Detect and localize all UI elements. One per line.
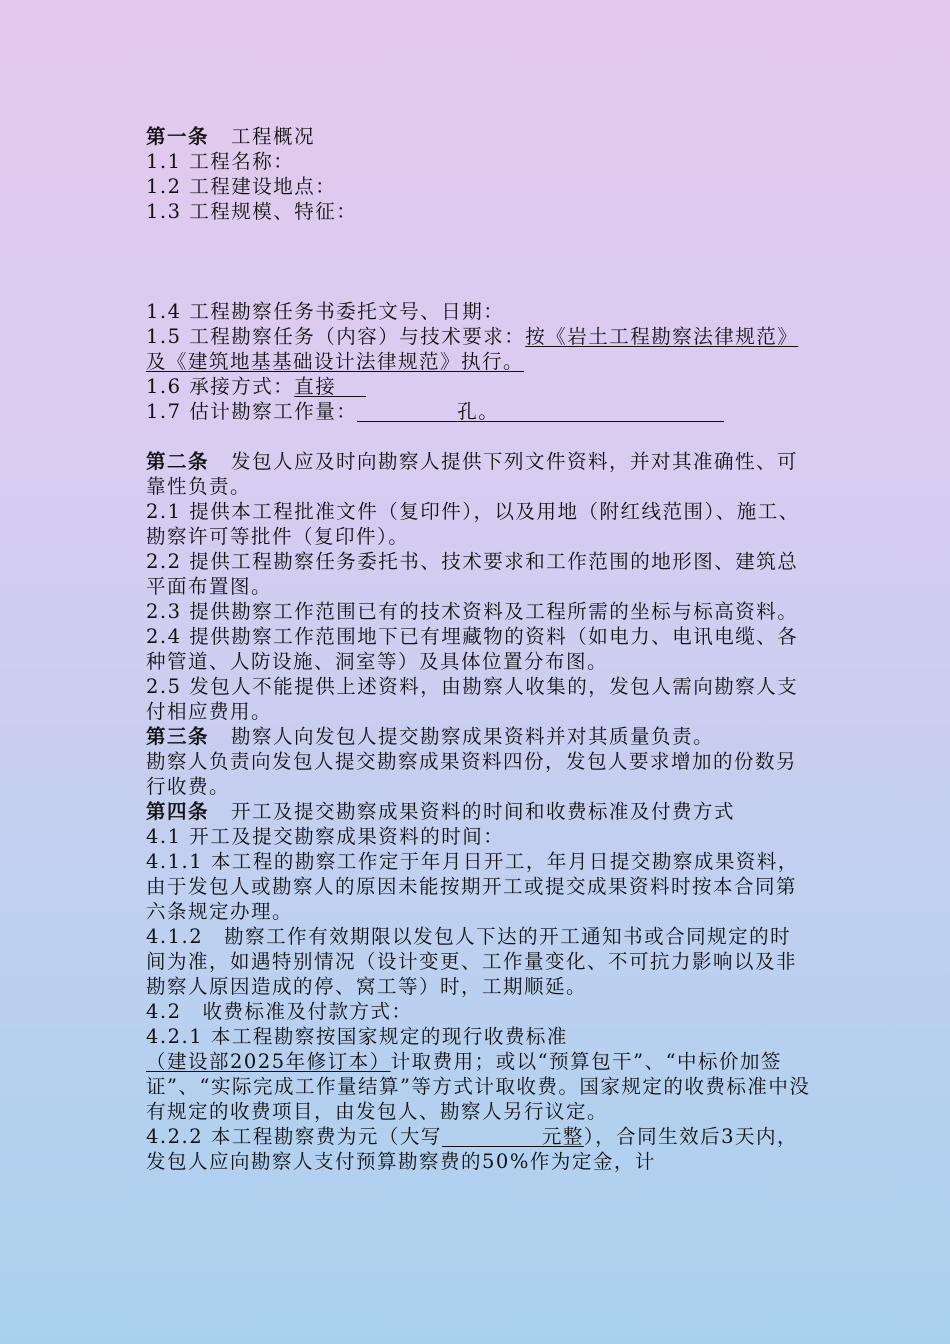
article-2-item-4: 2.4 提供勘察工作范围地下已有埋藏物的资料（如电力、电讯电缆、各种管道、人防设施、洞室等）及具体位置分布图。: [146, 625, 799, 673]
section-4-1: 4.1 开工及提交勘察成果资料的时间：: [146, 825, 505, 848]
article-3-heading: 第三条: [146, 725, 210, 748]
section-4-2: 4.2 收费标准及付款方式：: [146, 1000, 413, 1023]
project-location-line: 1.2 工程建设地点：: [146, 175, 337, 198]
task-reference-line: 1.4 工程勘察任务书委托文号、日期：: [146, 300, 505, 323]
amount-blank: [442, 1126, 542, 1147]
section-4-1-2: 4.1.2 勘察工作有效期限以发包人下达的开工通知书或合同规定的时间为准，如遇特别情况（设计变更、工作量变化、不可抗力影响以及非勘察人原因造成的停、窝工等）时，工期顺延。: [146, 925, 798, 998]
task-requirements-line: 1.5 工程勘察任务（内容）与技术要求：按《岩土工程勘察法律规范》及《建筑地基基础设计法律规范》执行。: [146, 325, 799, 373]
requirements-value: 按《岩土工程勘察法律规范》及《建筑地基基础设计法律规范》执行。: [146, 325, 799, 373]
blank-line: [499, 401, 724, 422]
article-1-heading: 第一条: [146, 125, 210, 148]
article-2-title: 发包人应及时向勘察人提供下列文件资料，并对其准确性、可靠性负责。: [146, 450, 799, 498]
article-3-title: 勘察人向发包人提交勘察成果资料并对其质量负责。: [231, 725, 715, 748]
project-name-line: 1.1 工程名称：: [146, 150, 295, 173]
section-4-2-2: 4.2.2 本工程勘察费为元（大写 元整），合同生效后3天内，发包人应向勘察人支付预算勘察费的50%作为定金，计: [146, 1125, 799, 1173]
fee-standard-value: （建设部2025年修订本）: [146, 1050, 391, 1073]
article-2-item-5: 2.5 发包人不能提供上述资料，由勘察人收集的，发包人需向勘察人支付相应费用。: [146, 675, 799, 723]
article-4: [146, 799, 811, 824]
section-4-2-1: 4.2.1 本工程勘察按国家规定的现行收费标准（建设部2025年修订本）计取费用；或以“预算包干”、“中标价加签证”、“实际完成工作量结算”等方式计取收费。国家规定的收费标准中没有规定的收费项目，由发包人、勘察人另行议定。: [146, 1025, 811, 1123]
workload-line: 1.7 估计勘察工作量： 孔。: [146, 399, 811, 424]
article-2-heading: 第二条: [146, 450, 210, 473]
article-4-heading: 第四条: [146, 800, 210, 823]
blank-line: [336, 376, 366, 397]
article-1-heading-line: [146, 124, 811, 149]
amount-suffix: 元整: [541, 1125, 584, 1148]
contract-method-value: 直接: [294, 375, 337, 398]
section-4-1-1: 4.1.1 本工程的勘察工作定于年月日开工，年月日提交勘察成果资料，由于发包人或勘察人的原因未能按期开工或提交成果资料时按本合同第六条规定办理。: [146, 850, 799, 923]
article-2-item-3: 2.3 提供勘察工作范围已有的技术资料及工程所需的坐标与标高资料。: [146, 600, 799, 623]
article-3: [146, 724, 811, 749]
article-2-item-1: 2.1 提供本工程批准文件（复印件），以及用地（附红线范围）、施工、勘察许可等批件（复印件）。: [146, 500, 800, 548]
workload-blank: [357, 401, 457, 422]
article-4-title: 开工及提交勘察成果资料的时间和收费标准及付费方式: [231, 800, 736, 823]
article-2-item-2: 2.2 提供工程勘察任务委托书、技术要求和工作范围的地形图、建筑总平面布置图。: [146, 550, 799, 598]
article-2: [146, 449, 811, 499]
article-3-body: 勘察人负责向发包人提交勘察成果资料四份，发包人要求增加的份数另行收费。: [146, 750, 798, 798]
project-scale-line: 1.3 工程规模、特征：: [146, 200, 358, 223]
article-1-title: 工程概况: [231, 125, 316, 148]
contract-body: [146, 124, 811, 1174]
contract-method-line: 1.6 承接方式：直接: [146, 374, 811, 399]
